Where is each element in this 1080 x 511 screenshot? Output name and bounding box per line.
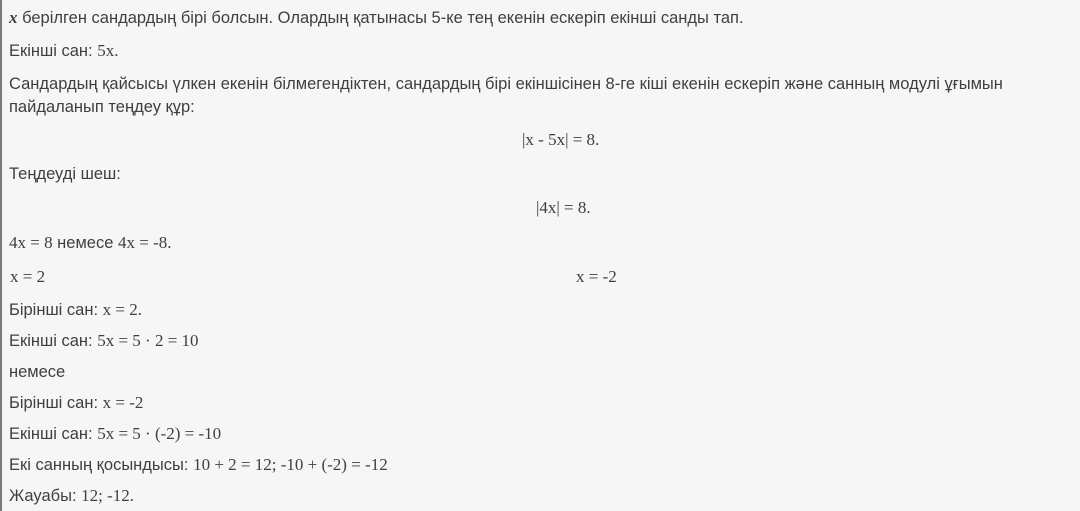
problem-statement [9,8,744,28]
solution1-first-line [9,300,142,320]
second-number-line [9,41,118,61]
problem-variable: x [9,8,18,27]
solution1-second-label: Екінші сан: [9,332,98,350]
answer-value: 12; -12. [81,486,135,505]
second-number-math: 5x. [97,41,119,60]
solution1-first-label: Бірінші сан: [9,301,103,319]
case-right: 4x = -8. [118,233,172,252]
or-text: немесе [9,363,66,381]
root-first: x = 2 [10,267,46,286]
equation-modulus-1: |x - 5x| = 8. [522,130,600,149]
solution1-first-value: x = 2. [102,300,142,319]
solution1-second-line [9,331,199,351]
cases-line [9,233,172,253]
second-number-label: Екінші сан: [9,42,98,60]
problem-text: берілген сандардың бірі болсын. Олардың қатынасы 5-ке тең екенін ескеріп екінші санды тап. [17,9,744,27]
case-or: немесе [52,234,118,252]
solution2-first-value: x = -2 [102,393,144,412]
solution2-first-line [9,393,143,413]
answer-line [9,486,134,506]
case-left: 4x = 8 [9,233,53,252]
sum-label: Екі санның қосындысы: [9,456,194,474]
solve-label: Теңдеуді шеш: [9,165,121,183]
solution1-second-value: 5x = 5 · 2 = 10 [97,331,199,350]
left-border [0,0,2,511]
explanation-line-1: Сандардың қайсысы үлкен екенін білмегендіктен, сандардың бірі екіншісінен 8-ге кіші екенін ескеріп және санның модулі ұғымын [9,75,1003,93]
root-second: x = -2 [576,267,617,286]
answer-label: Жауабы: [9,487,82,505]
solution2-second-line [9,424,221,444]
sum-value: 10 + 2 = 12; -10 + (-2) = -12 [193,455,388,474]
sum-line [9,455,388,475]
explanation-line-2: пайдаланып теңдеу құр: [9,98,195,116]
solution2-first-label: Бірінші сан: [9,394,103,412]
solution2-second-label: Екінші сан: [9,425,98,443]
solution2-second-value: 5x = 5 · (-2) = -10 [97,424,222,443]
equation-modulus-2: |4x| = 8. [536,198,591,217]
